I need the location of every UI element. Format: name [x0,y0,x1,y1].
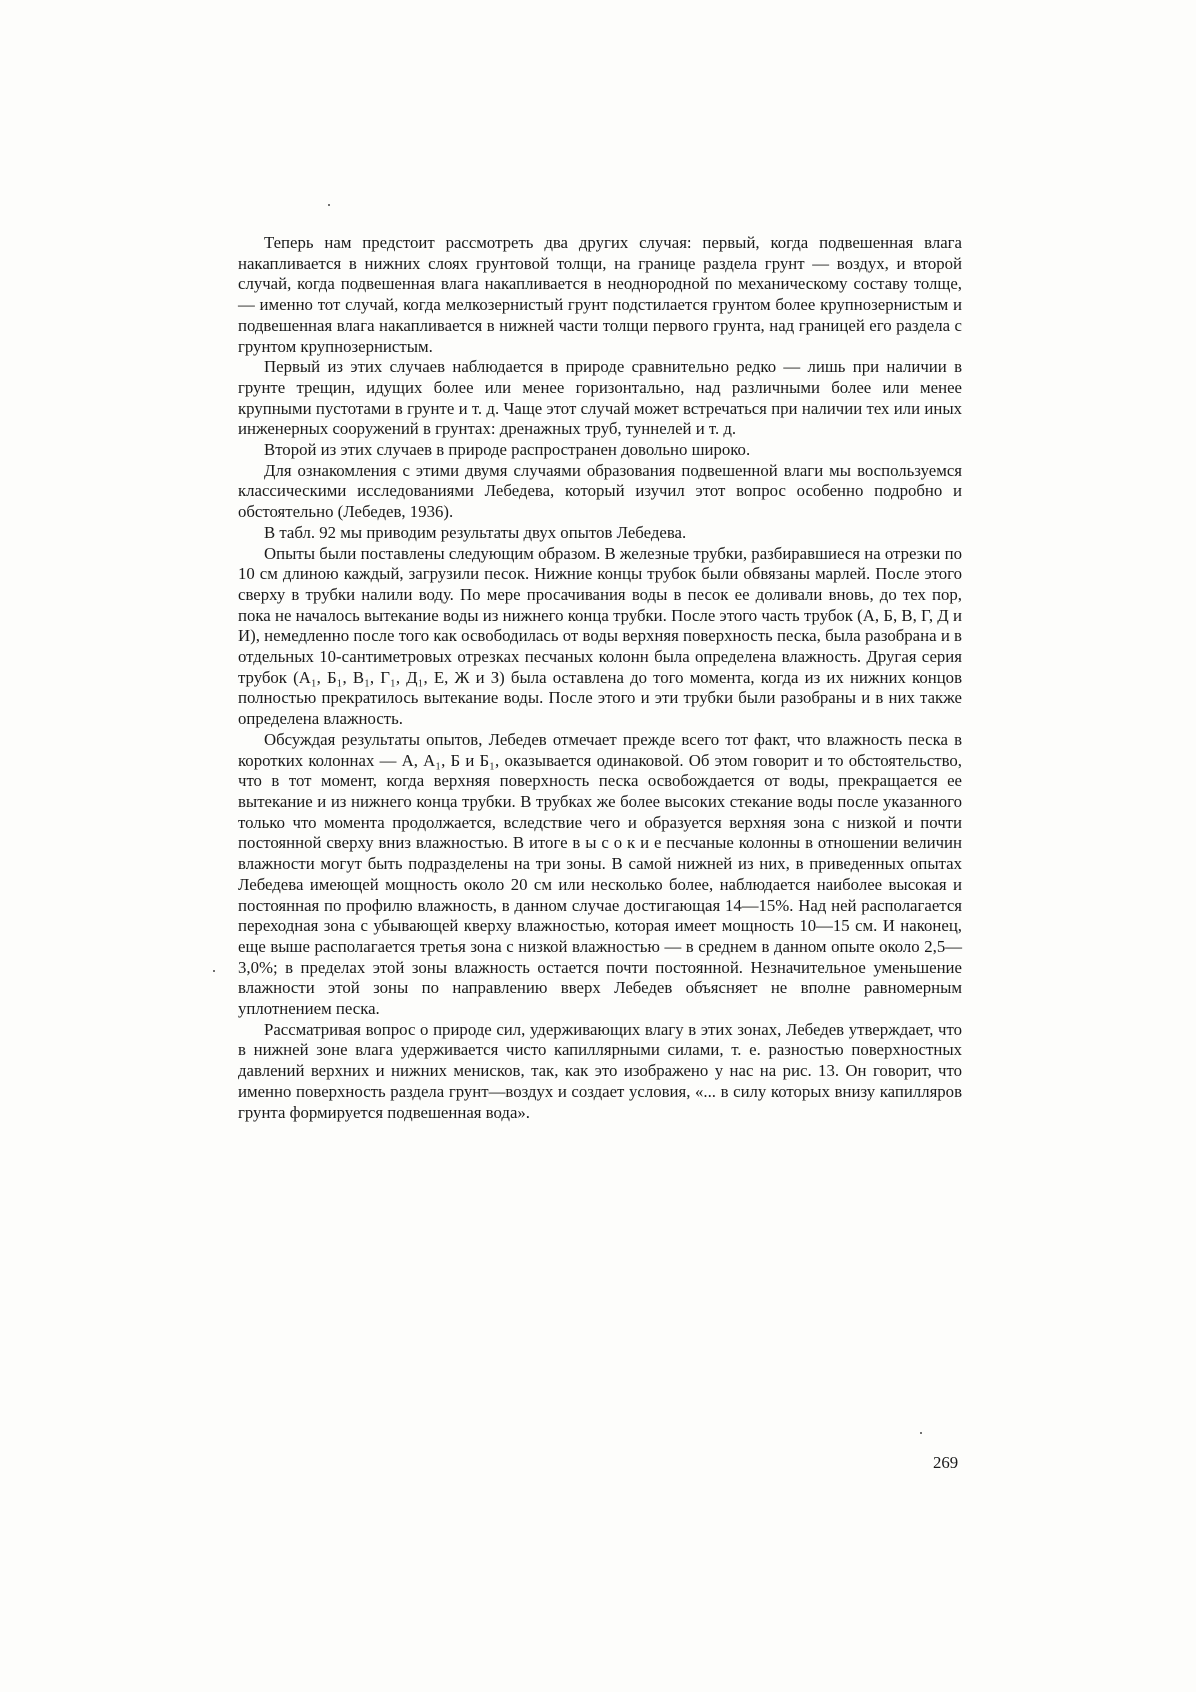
paragraph: Обсуждая результаты опытов, Лебедев отмечает прежде всего тот факт, что влажность песка в коротких колоннах — А, А₁, Б и Б₁, оказывается одинаковой. Об этом говорит и то обстоятельство, что в тот момент, когда верхняя поверхность песка освобождается от воды, прекращается ее вытекание и из нижнего конца трубки. В трубках же более высоких стекание воды после указанного только что момента продолжается, вследствие чего и образуется верхняя зона с низкой и почти постоянной сверху вниз влажностью. В итоге в ы с о к и е песчаные колонны в отношении величин влажности могут быть подразделены на три зоны. В самой нижней из них, в приведенных опытах Лебедева имеющей мощность около 20 см или несколько более, наблюдается наиболее высокая и постоянная по профилю влажность, в данном случае достигающая 14—15%. Над ней располагается переходная зона с убывающей кверху влажностью, которая имеет мощность 10—15 см. И наконец, еще выше располагается третья зона с низкой влажностью — в среднем в данном опыте около 2,5—3,0%; в пределах этой зоны влажность остается почти постоянной. Незначительное уменьшение влажности этой зоны по направлению вверх Лебедев объясняет не вполне равномерным уплотнением песка. [238,729,962,1019]
body-text [238,233,962,1123]
page-number: 269 [933,1453,959,1472]
scan-speck [213,970,215,972]
paragraph: Рассматривая вопрос о природе сил, удерживающих влагу в этих зонах, Лебедев утверждает, что в нижней зоне влага удерживается чисто капиллярными силами, т. е. разностью поверхностных давлений верхних и нижних менисков, так, как это изображено у нас на рис. 13. Он говорит, что именно поверхность раздела грунт—воздух и создает условия, «... в силу которых внизу капилляров грунта формируется подвешенная вода». [238,1019,962,1122]
paragraph: Теперь нам предстоит рассмотреть два других случая: первый, когда подвешенная влага накапливается в нижних слоях грунтовой толщи, на границе раздела грунт — воздух, и второй случай, когда подвешенная влага накапливается в неоднородной по механическому составу толще, — именно тот случай, когда мелкозернистый грунт подстилается грунтом более крупнозернистым и подвешенная влага накапливается в нижней части толщи первого грунта, над границей его раздела с грунтом крупнозернистым. [238,233,962,356]
paragraph: Опыты были поставлены следующим образом. В железные трубки, разбиравшиеся на отрезки по 10 см длиною каждый, загрузили песок. Нижние концы трубок были обвязаны марлей. После этого сверху в трубки налили воду. По мере просачивания воды в песок ее доливали вновь, до тех пор, пока не началось вытекание воды из нижнего конца трубки. После этого часть трубок (А, Б, В, Г, Д и И), немедленно после того как освободилась от воды верхняя поверхность песка, была разобрана и в отдельных 10-сантиметровых отрезках песчаных колонн была определена влажность. Другая серия трубок (А₁, Б₁, В₁, Г₁, Д₁, Е, Ж и З) была оставлена до того момента, когда из их нижних концов полностью прекратилось вытекание воды. После этого и эти трубки были разобраны и в них также определена влажность. [238,543,962,729]
scan-speck [328,204,330,206]
paragraph: Второй из этих случаев в природе распространен довольно широко. [264,440,751,460]
paragraph: Для ознакомления с этими двумя случаями образования подвешенной влаги мы воспользуемся классическими исследованиями Лебедева, который изучил этот вопрос особенно подробно и обстоятельно (Лебедев, 1936). [238,460,962,522]
paragraph: В табл. 92 мы приводим результаты двух опытов Лебедева. [264,522,687,542]
paragraph: Первый из этих случаев наблюдается в природе сравнительно редко — лишь при наличии в грунте трещин, идущих более или менее горизонтально, над различными более или менее крупными пустотами в грунте и т. д. Чаще этот случай может встречаться при наличии тех или иных инженерных сооружений в грунтах: дренажных труб, туннелей и т. д. [238,357,962,439]
scan-speck [920,1432,922,1434]
